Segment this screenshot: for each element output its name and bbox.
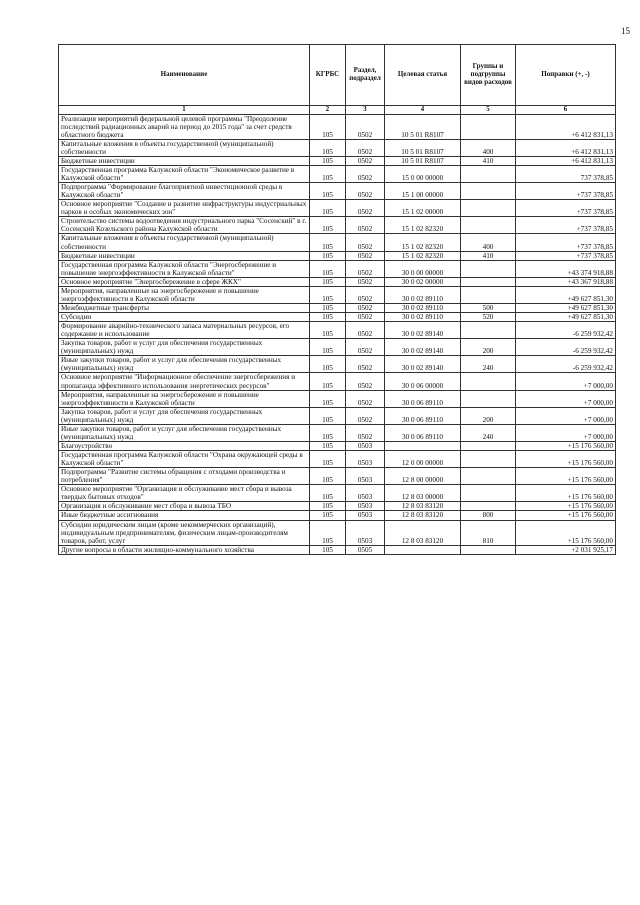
row-group: [461, 200, 516, 217]
row-kgrbs: 105: [310, 424, 346, 441]
row-name: Организация и обслуживание мест сбора и вывоза ТБО: [59, 502, 310, 511]
row-target: 15 0 00 00000: [385, 165, 461, 182]
row-group: [461, 165, 516, 182]
table-row: [59, 286, 616, 303]
row-target: 30 0 02 89140: [385, 356, 461, 373]
row-kgrbs: 105: [310, 114, 346, 139]
row-section: 0505: [346, 545, 385, 554]
row-amount: -6 259 932,42: [516, 356, 616, 373]
row-section: 0502: [346, 339, 385, 356]
row-target: 15 1 02 00000: [385, 200, 461, 217]
row-name: Иные бюджетные ассигнования: [59, 511, 310, 520]
row-section: 0503: [346, 468, 385, 485]
row-section: 0502: [346, 139, 385, 156]
row-name: Основное мероприятие "Создание и развитие инфраструктуры индустриальных парков и особых экономических зон": [59, 200, 310, 217]
row-group: [461, 502, 516, 511]
row-amount: +6 412 831,13: [516, 156, 616, 165]
row-group: 400: [461, 234, 516, 251]
row-group: [461, 390, 516, 407]
row-section: 0502: [346, 114, 385, 139]
row-amount: +737 378,85: [516, 183, 616, 200]
row-amount: +15 176 560,00: [516, 485, 616, 502]
table-row: [59, 322, 616, 339]
row-amount: 737 378,85: [516, 165, 616, 182]
column-number-row: [59, 106, 616, 115]
row-section: 0502: [346, 313, 385, 322]
row-name: Закупка товаров, работ и услуг для обеспечения государственных (муниципальных) нужд: [59, 407, 310, 424]
row-kgrbs: 105: [310, 545, 346, 554]
row-name: Другие вопросы в области жилищно-коммунального хозяйства: [59, 545, 310, 554]
row-target: [385, 441, 461, 450]
row-kgrbs: 105: [310, 407, 346, 424]
row-group: 500: [461, 303, 516, 312]
row-section: 0502: [346, 234, 385, 251]
row-section: 0502: [346, 277, 385, 286]
row-target: 15 1 02 82320: [385, 234, 461, 251]
row-name: Закупка товаров, работ и услуг для обеспечения государственных (муниципальных) нужд: [59, 339, 310, 356]
row-section: 0502: [346, 200, 385, 217]
table-row: [59, 114, 616, 139]
row-section: 0503: [346, 451, 385, 468]
row-target: 30 0 02 89110: [385, 313, 461, 322]
row-group: [461, 183, 516, 200]
header-name: Наименование: [59, 45, 310, 106]
row-target: 12 8 03 83120: [385, 511, 461, 520]
row-target: 12 8 03 83120: [385, 520, 461, 545]
table-row: [59, 373, 616, 390]
row-amount: +737 378,85: [516, 251, 616, 260]
row-kgrbs: 105: [310, 286, 346, 303]
row-section: 0503: [346, 441, 385, 450]
row-group: 240: [461, 356, 516, 373]
table-row: [59, 545, 616, 554]
row-name: Благоустройство: [59, 441, 310, 450]
row-amount: +15 176 560,00: [516, 451, 616, 468]
row-amount: -6 259 932,42: [516, 322, 616, 339]
row-group: [461, 286, 516, 303]
table-row: [59, 485, 616, 502]
row-kgrbs: 105: [310, 390, 346, 407]
row-group: [461, 468, 516, 485]
row-section: 0502: [346, 407, 385, 424]
row-target: 30 0 06 89110: [385, 390, 461, 407]
row-name: Основное мероприятие "Организация и обслуживание мест сбора и вывоза твердых бытовых отходов": [59, 485, 310, 502]
table-body: [59, 114, 616, 554]
row-target: 12 8 03 00000: [385, 485, 461, 502]
row-name: Капитальные вложения в объекты государственной (муниципальной) собственности: [59, 139, 310, 156]
row-amount: +15 176 560,00: [516, 511, 616, 520]
column-number: 5: [461, 106, 516, 115]
row-kgrbs: 105: [310, 511, 346, 520]
row-name: Межбюджетные трансферты: [59, 303, 310, 312]
row-name: Основное мероприятие "Энергосбережение в сфере ЖКХ": [59, 277, 310, 286]
budget-amendments-table: [58, 44, 616, 555]
row-group: 810: [461, 520, 516, 545]
row-name: Бюджетные инвестиции: [59, 156, 310, 165]
table-row: [59, 303, 616, 312]
row-section: 0502: [346, 303, 385, 312]
row-group: [461, 441, 516, 450]
table-row: [59, 502, 616, 511]
table-row: [59, 407, 616, 424]
table-row: [59, 520, 616, 545]
row-amount: +2 031 925,17: [516, 545, 616, 554]
row-target: 10 5 01 R8107: [385, 139, 461, 156]
row-amount: +43 374 918,88: [516, 260, 616, 277]
row-section: 0503: [346, 485, 385, 502]
row-amount: +49 627 851,30: [516, 303, 616, 312]
row-section: 0503: [346, 511, 385, 520]
row-target: 30 0 02 89140: [385, 339, 461, 356]
row-group: 520: [461, 313, 516, 322]
row-target: [385, 545, 461, 554]
row-amount: +7 000,00: [516, 390, 616, 407]
row-group: [461, 545, 516, 554]
table-row: [59, 451, 616, 468]
row-amount: +49 627 851,30: [516, 286, 616, 303]
row-target: 30 0 02 89140: [385, 322, 461, 339]
row-amount: +737 378,85: [516, 200, 616, 217]
row-section: 0502: [346, 251, 385, 260]
row-kgrbs: 105: [310, 217, 346, 234]
row-name: Формирование аварийно-технического запаса материальных ресурсов, его содержание и использование: [59, 322, 310, 339]
column-number: 2: [310, 106, 346, 115]
row-name: Государственная программа Калужской области "Энергосбережение и повышение энергоэффективности в Калужской области": [59, 260, 310, 277]
row-section: 0502: [346, 424, 385, 441]
row-target: 15 1 02 82320: [385, 217, 461, 234]
table-row: [59, 139, 616, 156]
table-row: [59, 339, 616, 356]
column-number: 4: [385, 106, 461, 115]
row-group: [461, 217, 516, 234]
row-section: 0502: [346, 390, 385, 407]
table-row: [59, 390, 616, 407]
row-target: 12 8 00 00000: [385, 468, 461, 485]
row-group: [461, 114, 516, 139]
row-kgrbs: 105: [310, 303, 346, 312]
column-number: 6: [516, 106, 616, 115]
row-group: 410: [461, 251, 516, 260]
table-row: [59, 183, 616, 200]
row-kgrbs: 105: [310, 502, 346, 511]
row-name: Государственная программа Калужской области "Охрана окружающей среды в Калужской области": [59, 451, 310, 468]
table-row: [59, 156, 616, 165]
table-row: [59, 234, 616, 251]
row-section: 0502: [346, 156, 385, 165]
row-amount: +737 378,85: [516, 217, 616, 234]
row-target: 30 0 02 00000: [385, 277, 461, 286]
row-group: [461, 373, 516, 390]
table-row: [59, 277, 616, 286]
row-amount: +15 176 560,00: [516, 468, 616, 485]
row-target: 12 8 03 83120: [385, 502, 461, 511]
row-kgrbs: 105: [310, 234, 346, 251]
row-kgrbs: 105: [310, 339, 346, 356]
table-row: [59, 251, 616, 260]
row-group: 400: [461, 139, 516, 156]
row-amount: +7 000,00: [516, 424, 616, 441]
row-target: 30 0 02 89110: [385, 303, 461, 312]
row-section: 0502: [346, 260, 385, 277]
header-amount: Поправки (+, -): [516, 45, 616, 106]
column-number: 3: [346, 106, 385, 115]
row-amount: +15 176 560,00: [516, 502, 616, 511]
row-group: 410: [461, 156, 516, 165]
row-group: [461, 485, 516, 502]
table-row: [59, 260, 616, 277]
row-kgrbs: 105: [310, 313, 346, 322]
row-amount: +6 412 831,13: [516, 139, 616, 156]
row-amount: +15 176 560,00: [516, 441, 616, 450]
row-name: Бюджетные инвестиции: [59, 251, 310, 260]
row-group: [461, 451, 516, 468]
row-section: 0502: [346, 373, 385, 390]
row-kgrbs: 105: [310, 520, 346, 545]
row-name: Реализация мероприятий федеральной целевой программы "Преодоление последствий радиационных аварий на период до 2015 года" за счет средств областного бюджета: [59, 114, 310, 139]
row-kgrbs: 105: [310, 156, 346, 165]
table-row: [59, 511, 616, 520]
row-group: [461, 322, 516, 339]
header-group: Группы и подгруппы видов расходов: [461, 45, 516, 106]
header-section: Раздел, подраздел: [346, 45, 385, 106]
row-kgrbs: 105: [310, 277, 346, 286]
row-name: Строительство системы водоотведения индустриального парка "Сосенский" в г. Сосенский Козельского района Калужской области: [59, 217, 310, 234]
row-name: Мероприятия, направленные на энергосбережение и повышение энергоэффективности в Калужской области: [59, 286, 310, 303]
row-target: 10 5 01 R8107: [385, 114, 461, 139]
column-number: 1: [59, 106, 310, 115]
table-row: [59, 313, 616, 322]
header-row: [59, 45, 616, 106]
row-name: Капитальные вложения в объекты государственной (муниципальной) собственности: [59, 234, 310, 251]
row-kgrbs: 105: [310, 200, 346, 217]
row-amount: +6 412 831,13: [516, 114, 616, 139]
row-kgrbs: 105: [310, 251, 346, 260]
row-target: 30 0 00 00000: [385, 260, 461, 277]
table-row: [59, 217, 616, 234]
row-target: 30 0 06 00000: [385, 373, 461, 390]
row-kgrbs: 105: [310, 485, 346, 502]
row-group: 800: [461, 511, 516, 520]
row-name: Мероприятия, направленные на энергосбережение и повышение энергоэффективности в Калужской области: [59, 390, 310, 407]
page-number: 15: [621, 26, 630, 36]
row-amount: +7 000,00: [516, 407, 616, 424]
row-section: 0503: [346, 520, 385, 545]
row-kgrbs: 105: [310, 451, 346, 468]
header-kgrbs: КГРБС: [310, 45, 346, 106]
row-group: [461, 277, 516, 286]
row-section: 0502: [346, 286, 385, 303]
row-section: 0502: [346, 165, 385, 182]
row-target: 12 0 00 00000: [385, 451, 461, 468]
row-kgrbs: 105: [310, 356, 346, 373]
row-amount: +15 176 560,00: [516, 520, 616, 545]
row-name: Субсидии: [59, 313, 310, 322]
table-row: [59, 356, 616, 373]
row-group: 200: [461, 339, 516, 356]
row-amount: +49 627 851,30: [516, 313, 616, 322]
row-amount: -6 259 932,42: [516, 339, 616, 356]
row-target: 30 0 06 89110: [385, 424, 461, 441]
table-row: [59, 165, 616, 182]
row-name: Основное мероприятие "Информационное обеспечение энергосбережения и пропаганда эффективного использования энергетических ресурсов": [59, 373, 310, 390]
row-kgrbs: 105: [310, 183, 346, 200]
header-target: Целевая статья: [385, 45, 461, 106]
row-section: 0502: [346, 183, 385, 200]
row-name: Государственная программа Калужской области "Экономическое развитие в Калужской области": [59, 165, 310, 182]
row-group: 240: [461, 424, 516, 441]
row-kgrbs: 105: [310, 373, 346, 390]
row-section: 0502: [346, 322, 385, 339]
table-row: [59, 424, 616, 441]
row-kgrbs: 105: [310, 165, 346, 182]
row-kgrbs: 105: [310, 468, 346, 485]
row-target: 10 5 01 R8107: [385, 156, 461, 165]
row-kgrbs: 105: [310, 441, 346, 450]
row-section: 0503: [346, 502, 385, 511]
table-row: [59, 468, 616, 485]
row-kgrbs: 105: [310, 139, 346, 156]
row-name: Подпрограмма "Развитие системы обращения с отходами производства и потребления": [59, 468, 310, 485]
row-name: Иные закупки товаров, работ и услуг для обеспечения государственных (муниципальных) нужд: [59, 424, 310, 441]
row-target: 15 1 02 82320: [385, 251, 461, 260]
row-section: 0502: [346, 217, 385, 234]
row-kgrbs: 105: [310, 322, 346, 339]
row-name: Субсидии юридическим лицам (кроме некоммерческих организаций), индивидуальным предпринимателям, физическим лицам-производителям товаров, работ, услуг: [59, 520, 310, 545]
row-target: 30 0 06 89110: [385, 407, 461, 424]
row-target: 30 0 02 89110: [385, 286, 461, 303]
row-name: Подпрограмма "Формирование благоприятной инвестиционной среды в Калужской области": [59, 183, 310, 200]
row-group: [461, 260, 516, 277]
row-kgrbs: 105: [310, 260, 346, 277]
row-amount: +43 367 918,88: [516, 277, 616, 286]
table-row: [59, 200, 616, 217]
table-row: [59, 441, 616, 450]
row-target: 15 1 00 00000: [385, 183, 461, 200]
row-amount: +7 000,00: [516, 373, 616, 390]
row-name: Иные закупки товаров, работ и услуг для обеспечения государственных (муниципальных) нужд: [59, 356, 310, 373]
row-amount: +737 378,85: [516, 234, 616, 251]
row-group: 200: [461, 407, 516, 424]
row-section: 0502: [346, 356, 385, 373]
